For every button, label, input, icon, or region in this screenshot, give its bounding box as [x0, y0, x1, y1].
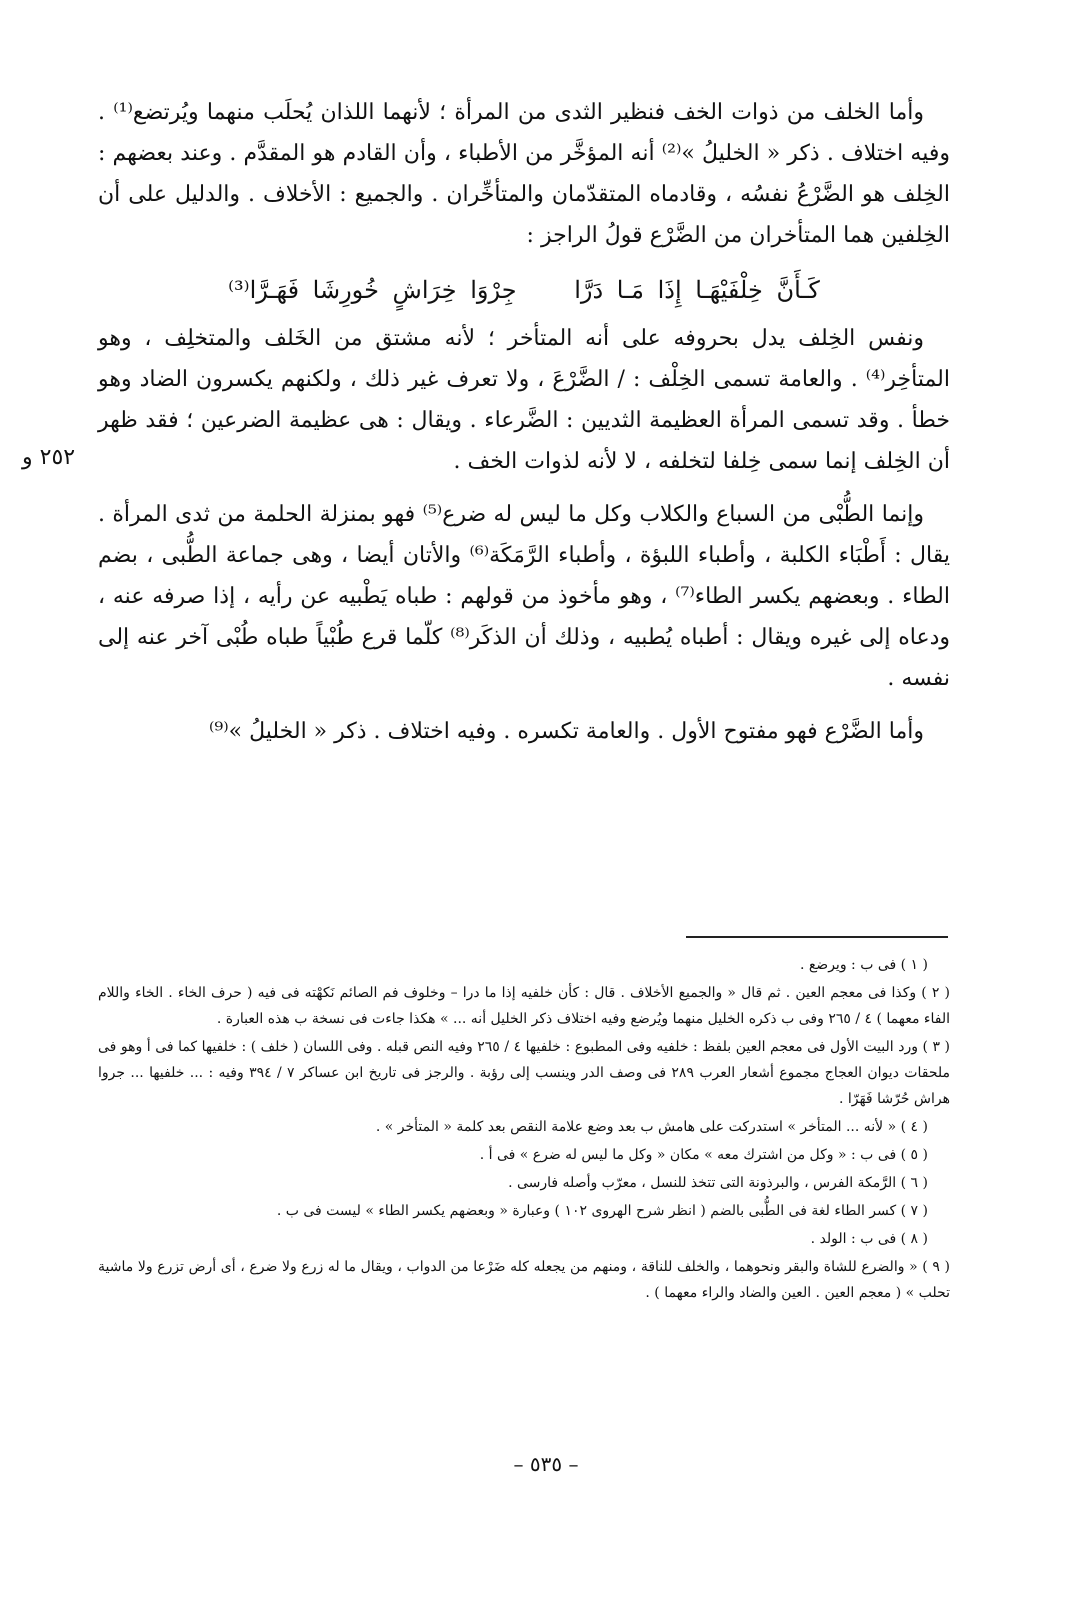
- footnote-4: ( ٤ ) « لأنه ... المتأخر » استدركت على هامش ب بعد وضع علامة النقص بعد كلمة « المتأخر » .: [375, 1119, 928, 1135]
- paragraph-dar: وأما الضَّرْع فهو مفتوح الأول . والعامة تكسره . وفيه اختلاف . ذكر « الخليلُ »⁽⁹⁾: [209, 719, 924, 744]
- footnote-5: ( ٥ ) فى ب : « وكل من اشترك معه » مكان « وكل ما ليس له ضرع » فى أ .: [479, 1147, 928, 1163]
- folio-margin-note: ٢٥٢ و: [22, 445, 76, 470]
- footnote-9: ( ٩ ) « والضرع للشاة والبقر ونحوهما ، والخلف للناقة ، ومنهم من يجعله كله ضَرْعا من الدواب ، ويقال ما له زرع ولا ضرع ، أى أرض تزرع ولا ماشية تحلب » ( معجم العين . العين والضاد والراء معهما ) .: [98, 1259, 950, 1301]
- verse-line: [98, 268, 950, 312]
- verse-hemistich-second: جِرْوَا خِرَاشٍ خُورِشَا فَهَـرَّا⁽³⁾: [228, 276, 517, 304]
- paragraph-tuby: وإنما الطُّبْى من السباع والكلاب وكل ما ليس له ضرع⁽⁵⁾ فهو بمنزلة الحلمة من ثدى المرأة . يقال : أَطْبَاء الكلبة ، وأطباء اللبؤة ، وأطباء الرَّمَكَة⁽⁶⁾ والأتان أيضا ، وهى جماعة الطُّبى ، بضم الطاء . وبعضهم يكسر الطاء⁽⁷⁾ ، وهو مأخوذ من قولهم : طباه يَطْبيه عن رأيه ، إذا صرفه عنه ، ودعاه إلى غيره ويقال : أطباه يُطبيه ، وذلك أن الذكَر⁽⁸⁾ كلّما قرع طُبْياً طباه طُبْى آخر عنه إلى نفسه .: [98, 502, 950, 691]
- footnote-2: ( ٢ ) وكذا فى معجم العين . ثم قال « والجميع الأخلاف . قال : كأن خلفيه إذا ما درا – وخلوف فم الصائم نَكهْته فى فيه ( حرف الخاء . الخاء واللام الفاء معهما ) ٤ / ٢٦٥ وفى ب ذكره الخليل منهما ويُرضع وفيه اختلاف ذكر الخليل أنه ... » هكذا جاءت فى نسخة ب هذه العبارة .: [98, 985, 950, 1027]
- footnote-1: ( ١ ) فى ب : ويرضع .: [799, 957, 928, 973]
- footnote-divider: [686, 936, 948, 938]
- footnote-3: ( ٣ ) ورد البيت الأول فى معجم العين بلفظ : خلفيه وفى المطبوع : خلفيها ٤ / ٢٦٥ وفيه النص قبله . وفى اللسان ( خلف ) : خلفيها كما فى أ وهو فى ملحقات ديوان العجاج مجموع أشعار العرب ٢٨٩ فى وصف الدر وينسب إلى رؤبة . والرجز فى تاريخ ابن عساكر ٧ / ٣٩٤ وفيه : ... خلفيها ... جروا هراش حُرّشا فَهَرّا .: [98, 1039, 950, 1107]
- paragraph-khilf: وأما الخلف من ذوات الخف فنظير الثدى من المرأة ؛ لأنهما اللذان يُحلَب منهما ويُرتضع⁽¹⁾ . وفيه اختلاف . ذكر « الخليلُ »⁽²⁾ أنه المؤخَّر من الأطباء ، وأن القادم هو المقدَّم . وعند بعضهم : الخِلف هو الضَّرْعُ نفسُه ، وقادماه المتقدّمان والمتأخِّران . والجميع : الأخلاف . والدليل على أن الخِلفين هما المتأخران من الضَّرْع قولُ الراجز :: [98, 100, 950, 248]
- footnote-7: ( ٧ ) كسر الطاء لغة فى الطُّبى بالضم ( انظر شرح الهروى ١٠٢ ) وعبارة « وبعضهم يكسر الطاء » ليست فى ب .: [276, 1203, 928, 1219]
- page-number: – ٥٣٥ –: [513, 1452, 579, 1476]
- paragraph-khilf-meaning: ونفس الخِلف يدل بحروفه على أنه المتأخر ؛ لأنه مشتق من الخَلف والمتخلِف ، وهو المتأخِر⁽⁴⁾ . والعامة تسمى الخِلْف : / الضَّرْعَ ، ولا تعرف غير ذلك ، ولكنهم يكسرون الضاد وهو خطأ . وقد تسمى المرأة العظيمة الثديين : الضَّرعاء . ويقال : هى عظيمة الضرعين ؛ فقد ظهر أن الخِلف إنما سمى خِلفا لتخلفه ، لا لأنه لذوات الخف .: [98, 326, 950, 474]
- footnote-6: ( ٦ ) الرَّمكة الفرس ، والبرذونة التى تتخذ للنسل ، معرّب وأصله فارسى .: [508, 1175, 928, 1191]
- footnote-8: ( ٨ ) فى ب : الولد .: [810, 1231, 928, 1247]
- footnotes: [98, 952, 950, 1308]
- verse-hemistich-first: كَـأَنَّ خِلْفَيْهَـا إِذَا مَـا دَرَّا: [574, 276, 820, 304]
- main-text: [98, 92, 950, 764]
